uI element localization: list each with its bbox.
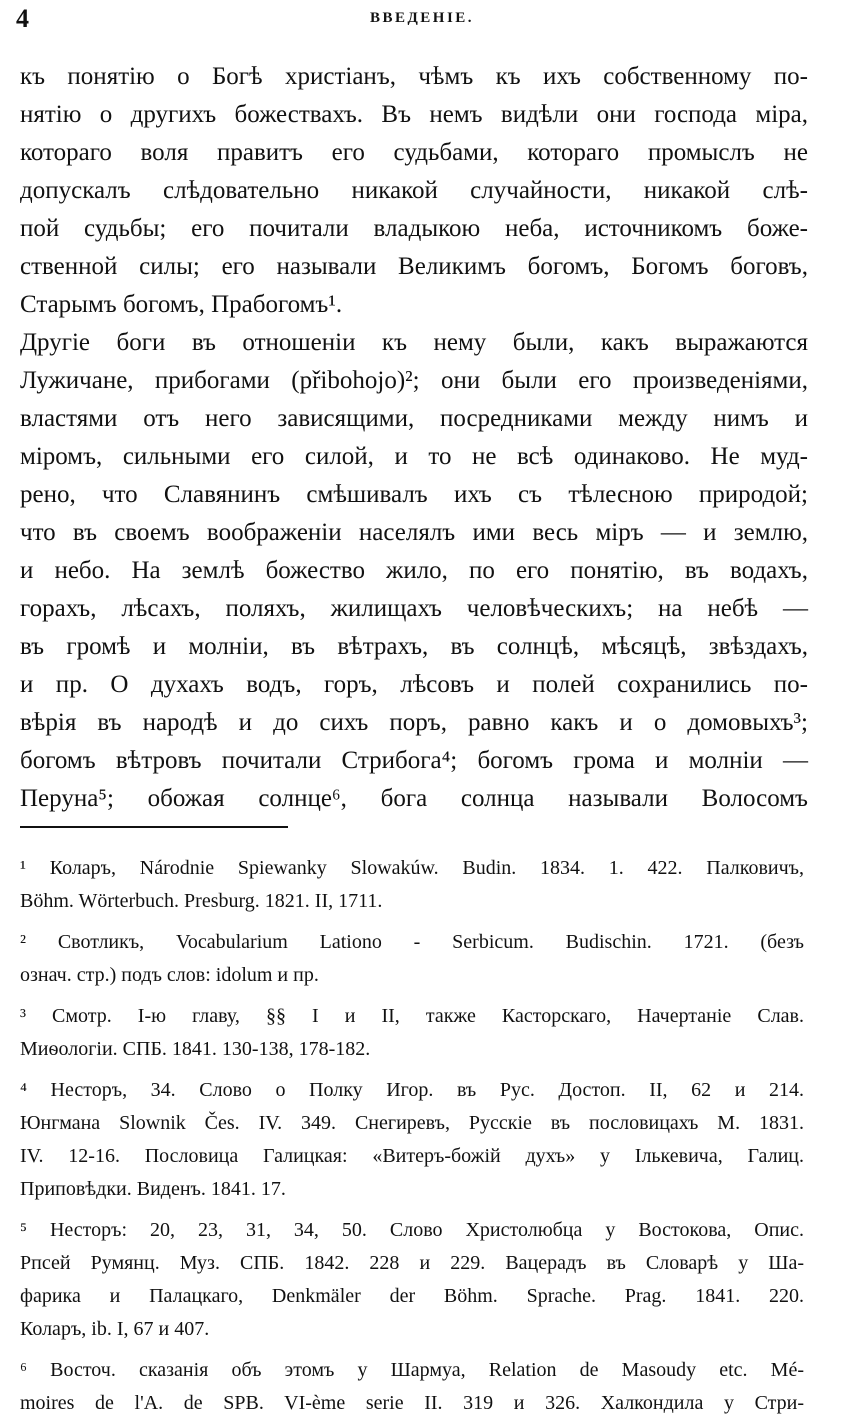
footnote-line: Böhm. Wörterbuch. Presburg. 1821. II, 1711. [20,890,383,912]
text-line: Старымъ богомъ, Прабогомъ¹. [20,291,343,318]
footnote-2 [20,926,804,992]
footnotes [20,852,804,1428]
footnote-line: moires de l'A. de SPB. VI-ème serie II. 319 и 326. Халкондила у Стри- [20,1392,804,1414]
footnote-line: означ. стр.) подъ слов: idolum и пр. [20,964,319,986]
main-text [20,58,808,818]
text-line: Другіе боги въ отношеніи къ нему были, какъ выражаются [20,329,808,356]
footnote-line: Рпсей Румянц. Муз. СПБ. 1842. 228 и 229. Вацерадъ въ Словарѣ у Ша- [20,1252,804,1274]
footnote-line: ⁵ Несторъ: 20, 23, 31, 34, 50. Слово Христолюбца у Востокова, Опис. [20,1219,804,1241]
footnote-line: IV. 12-16. Пословица Галицкая: «Витеръ-божій духъ» у Ількевича, Галиц. [20,1145,804,1167]
text-line: горахъ, лѣсахъ, поляхъ, жилищахъ человѣческихъ; на небѣ — [20,595,808,622]
text-line: міромъ, сильными его силой, и то не всѣ одинаково. Не муд- [20,443,808,470]
footnote-line: фарика и Палацкаго, Denkmäler der Böhm. Sprache. Prag. 1841. 220. [20,1285,804,1307]
footnote-line: ¹ Коларъ, Národnie Spiewanky Slowakúw. Budin. 1834. 1. 422. Палковичъ, [20,857,804,879]
text-line: къ понятію о Богѣ христіанъ, чѣмъ къ ихъ собственному по- [20,63,808,90]
text-line: Перуна⁵; обожая солнце⁶, бога солнца называли Волосомъ [20,785,808,812]
text-line: Лужичане, прибогами (přibohojo)²; они были его произведеніями, [20,367,808,394]
text-line: властями отъ него зависящими, посредниками между нимъ и [20,405,808,432]
text-line: вѣрія въ народѣ и до сихъ поръ, равно какъ и о домовыхъ³; [20,709,808,736]
text-line: рено, что Славянинъ смѣшивалъ ихъ съ тѣлесною природой; [20,481,808,508]
footnote-line: Юнгмана Slownik Čes. IV. 349. Снегиревъ, Русскіе въ пословицахъ М. 1831. [20,1112,804,1134]
footnote-line: Приповѣдки. Виденъ. 1841. 17. [20,1178,286,1200]
footnote-line: ² Свотликъ, Vocabularium Lationo - Serbicum. Budischin. 1721. (безъ [20,931,804,953]
footnote-6 [20,1354,804,1420]
footnote-4 [20,1074,804,1206]
footnote-1 [20,852,804,918]
footnote-3 [20,1000,804,1066]
footnote-separator [20,826,288,828]
text-line: котораго воля правитъ его судьбами, котораго промыслъ не [20,139,808,166]
text-line: пой судьбы; его почитали владыкою неба, источникомъ боже- [20,215,808,242]
footnote-line: ⁶ Восточ. сказанія объ этомъ у Шармуа, Relation de Masoudy etc. Mé- [20,1359,804,1381]
text-line: нятію о другихъ божествахъ. Въ немъ видѣли они господа міра, [20,101,808,128]
page-header [0,4,844,34]
text-line: допускалъ слѣдовательно никакой случайности, никакой слѣ- [20,177,808,204]
running-head: ВВЕДЕНІЕ. [369,10,475,26]
footnote-line: Коларъ, ib. I, 67 и 407. [20,1318,210,1340]
text-line: ственной силы; его называли Великимъ богомъ, Богомъ боговъ, [20,253,808,280]
page-number: 4 [16,4,29,33]
footnote-line: ⁴ Несторъ, 34. Слово о Полку Игор. въ Рус. Достоп. II, 62 и 214. [20,1079,804,1101]
text-line: что въ своемъ воображеніи населялъ ими весь міръ — и землю, [20,519,808,546]
footnote-line: ³ Смотр. I-ю главу, §§ I и II, также Касторскаго, Начертаніе Слав. [20,1005,804,1027]
text-line: и пр. О духахъ водъ, горъ, лѣсовъ и полей сохранились по- [20,671,808,698]
text-line: и небо. На землѣ божество жило, по его понятію, въ водахъ, [20,557,808,584]
footnote-5 [20,1214,804,1346]
footnote-line: Миѳологіи. СПБ. 1841. 130-138, 178-182. [20,1038,371,1060]
text-line: въ громѣ и молніи, въ вѣтрахъ, въ солнцѣ, мѣсяцѣ, звѣздахъ, [20,633,808,660]
text-line: богомъ вѣтровъ почитали Стрибога⁴; богомъ грома и молніи — [20,747,808,774]
